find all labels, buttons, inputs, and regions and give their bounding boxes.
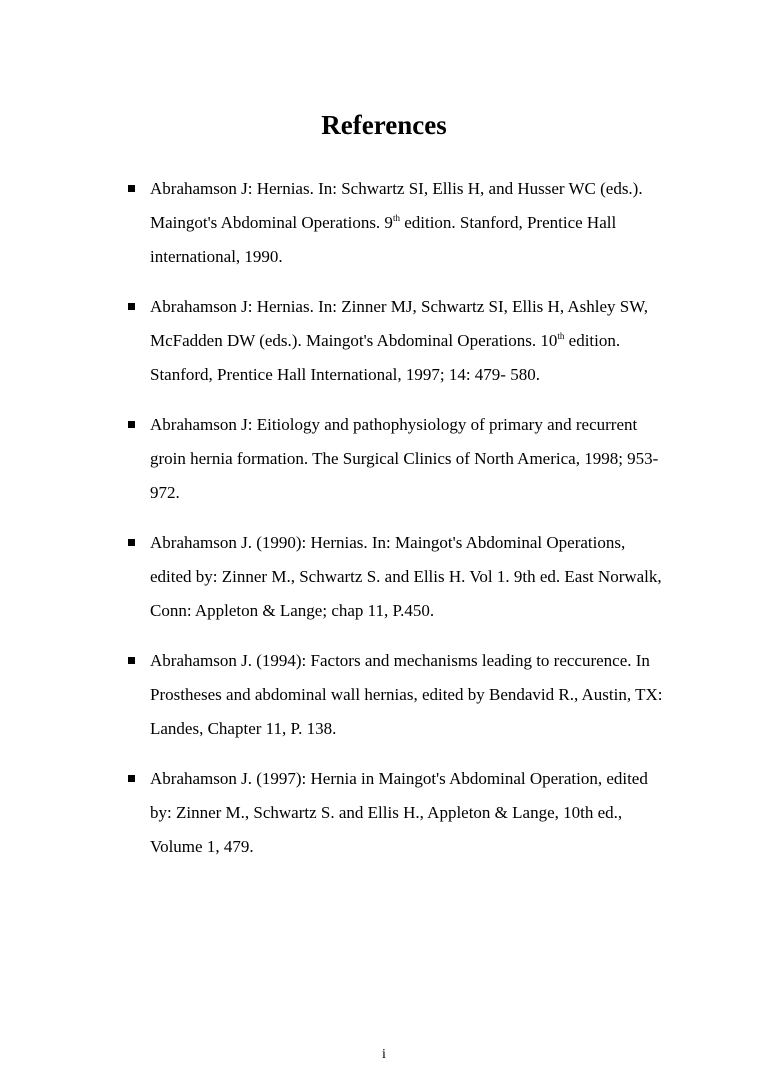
reference-text: Abrahamson J: Hernias. In: Zinner MJ, Schwartz SI, Ellis H, Ashley SW, McFadden DW (eds.). Maingot's Abdominal Operations. 10 [150,297,648,350]
page-number: i [382,1047,386,1062]
square-bullet-icon [128,657,135,664]
square-bullet-icon [128,421,135,428]
square-bullet-icon [128,539,135,546]
page-title: References [321,110,447,140]
reference-item [150,644,670,746]
reference-text-cont: edition. Stanford, Prentice Hall International, 1997; 14: 479- 580. [150,331,621,384]
reference-item [150,172,670,274]
square-bullet-icon [128,185,135,192]
square-bullet-icon [128,775,135,782]
reference-item [150,526,670,628]
superscript: th [557,331,565,341]
square-bullet-icon [128,303,135,310]
reference-text: Abrahamson J. (1997): Hernia in Maingot's Abdominal Operation, edited by: Zinner M., Schwartz S. and Ellis H., Appleton & Lange, 10th ed., Volume 1, 479. [150,769,648,856]
reference-item [150,762,670,864]
reference-text: Abrahamson J: Hernias. In: Schwartz SI, Ellis H, and Husser WC (eds.). Maingot's Abdominal Operations. 9 [150,179,643,232]
reference-list [150,172,670,880]
reference-text: Abrahamson J: Eitiology and pathophysiology of primary and recurrent groin hernia formation. The Surgical Clinics of North America, 1998; 953-972. [150,415,659,502]
superscript: th [392,213,400,223]
reference-text-cont: edition. Stanford, Prentice Hall international, 1990. [150,213,617,266]
reference-item [150,408,670,510]
reference-item [150,290,670,392]
reference-text: Abrahamson J. (1994): Factors and mechanisms leading to reccurence. In Prostheses and abdominal wall hernias, edited by Bendavid R., Austin, TX: Landes, Chapter 11, P. 138. [150,651,663,738]
reference-text: Abrahamson J. (1990): Hernias. In: Maingot's Abdominal Operations, edited by: Zinner M., Schwartz S. and Ellis H. Vol 1. 9th ed. East Norwalk, Conn: Appleton & Lange; chap 11, P.450. [150,533,662,620]
